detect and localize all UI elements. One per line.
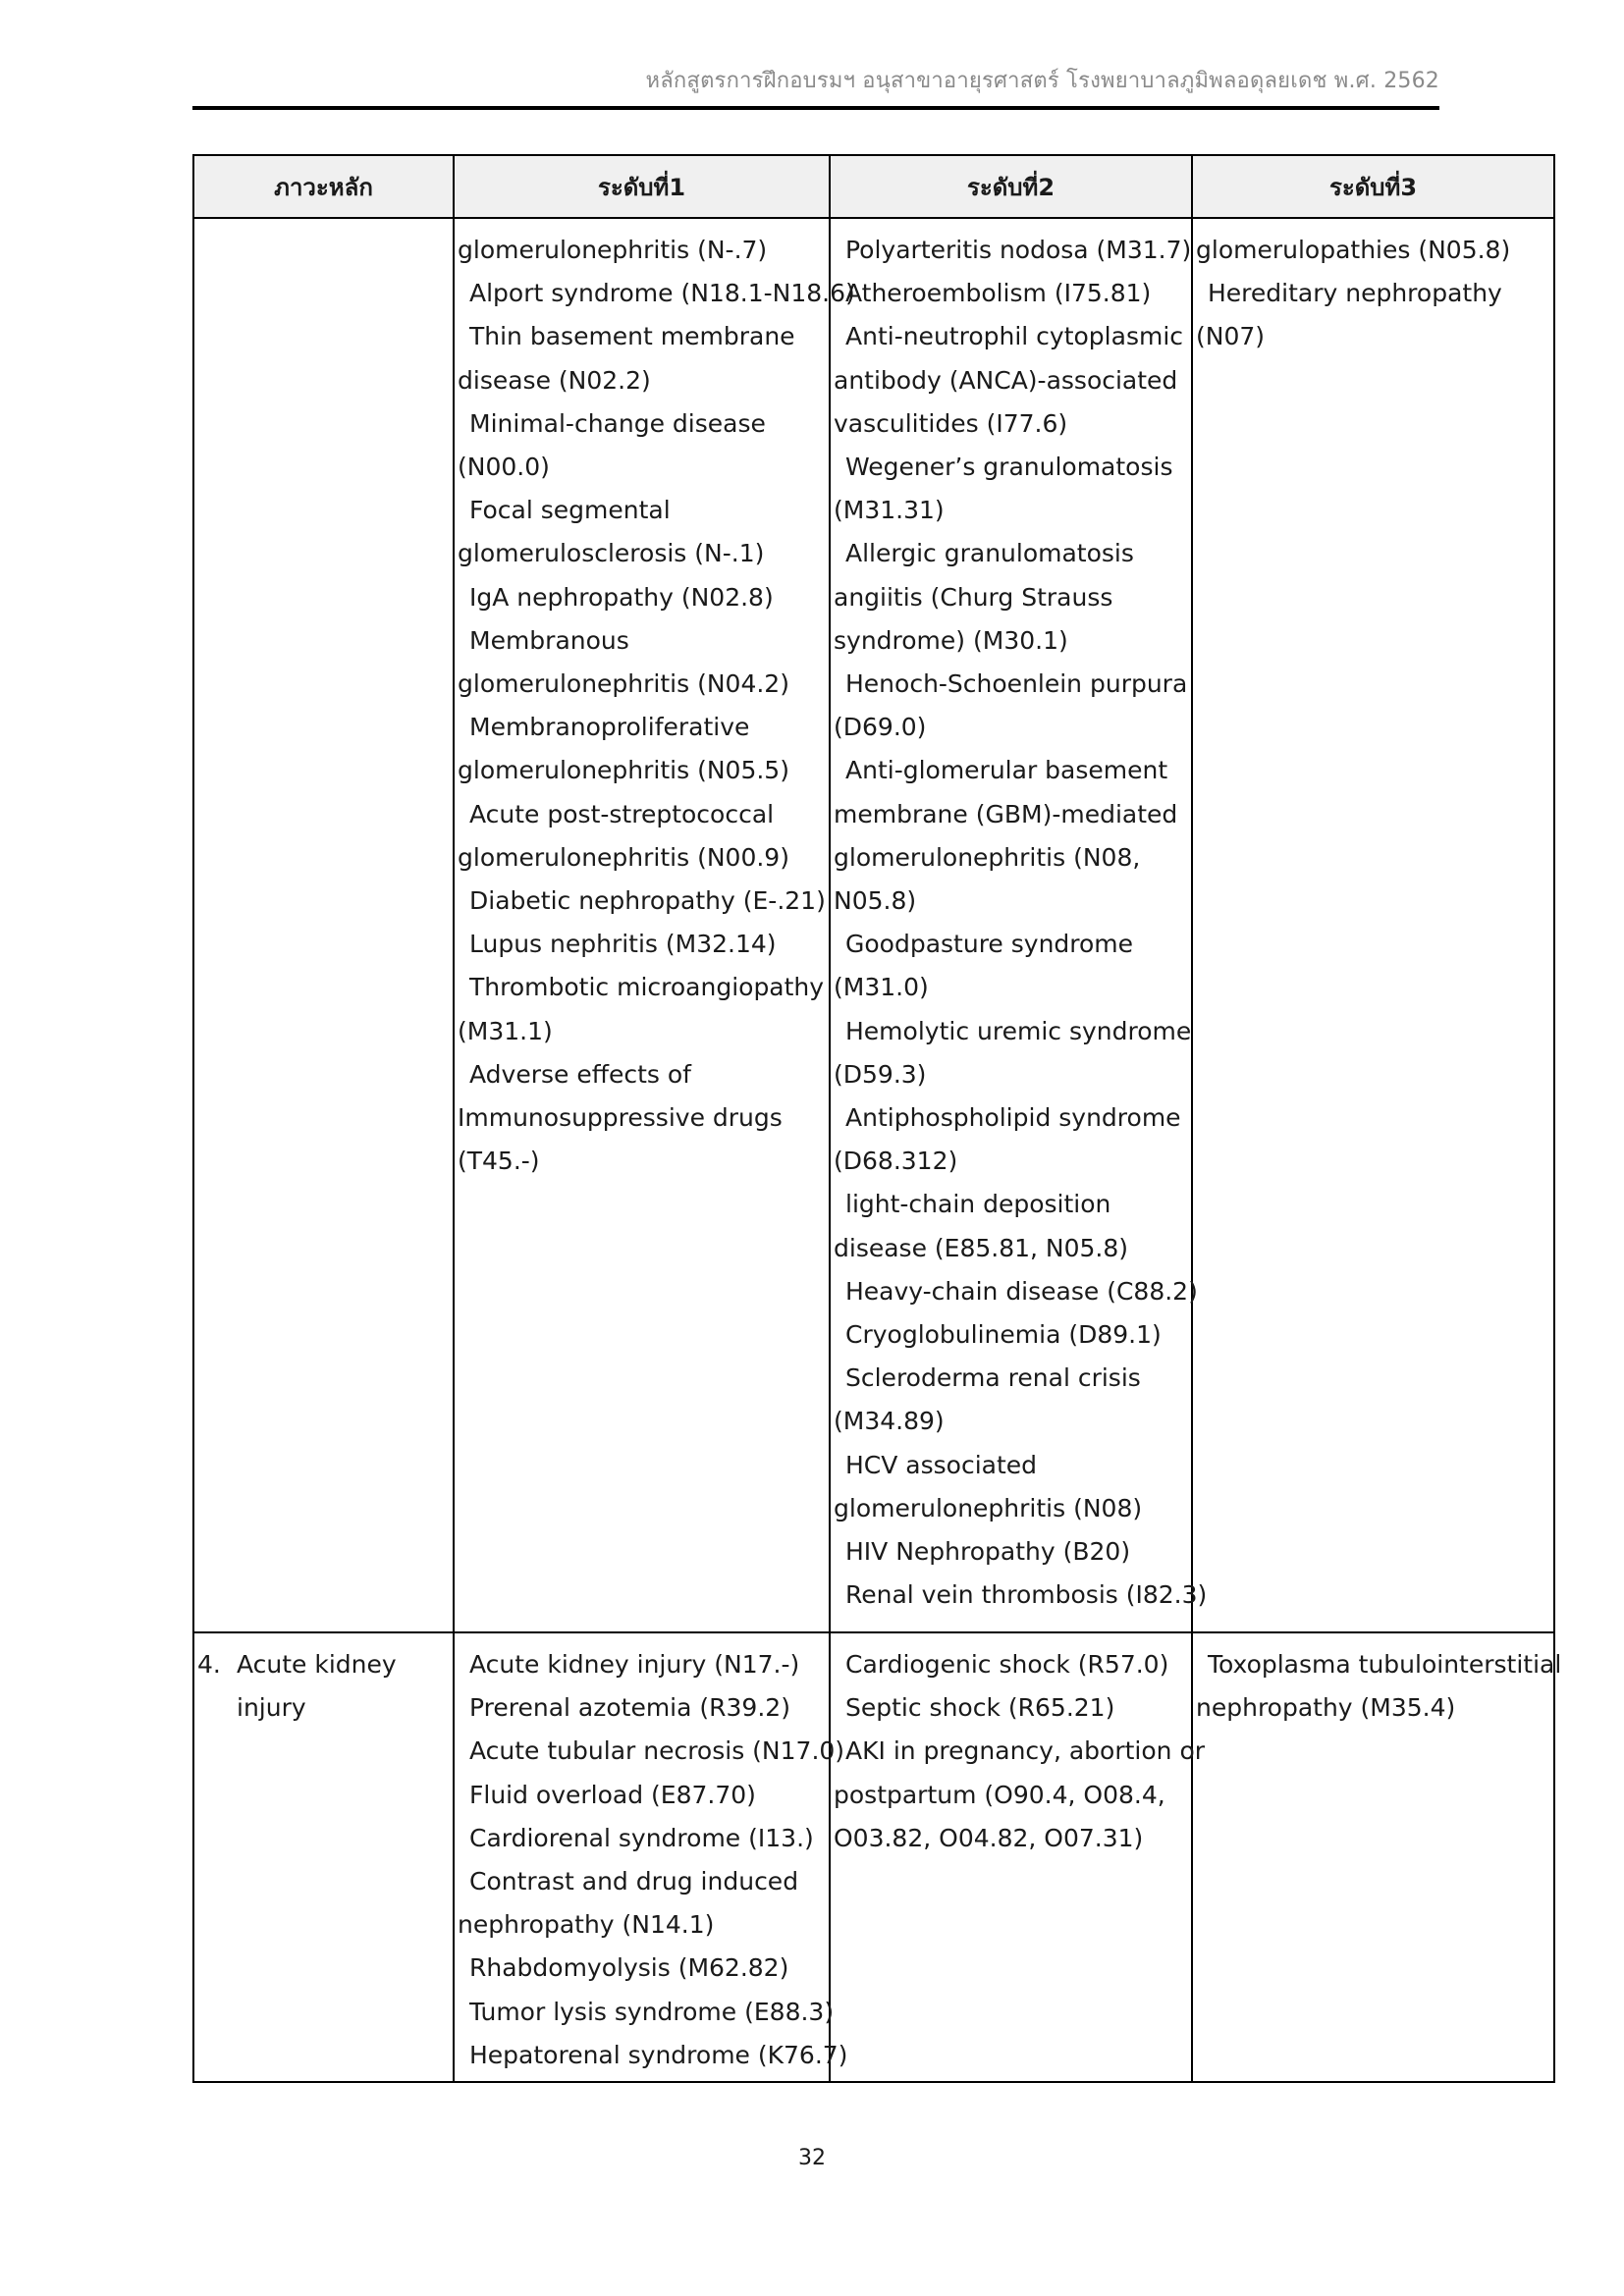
list-item: Goodpasture syndrome xyxy=(845,930,1134,959)
list-item: Anti-glomerular basement xyxy=(845,756,1168,785)
list-item: (D59.3) xyxy=(834,1059,927,1089)
list-item: IgA nephropathy (N02.8) xyxy=(469,582,774,612)
header-rule xyxy=(192,106,1439,110)
list-item: glomerulonephritis (N08) xyxy=(834,1493,1143,1522)
list-item: Immunosuppressive drugs xyxy=(458,1103,783,1133)
list-item: light-chain deposition xyxy=(845,1190,1111,1219)
list-item: Fluid overload (E87.70) xyxy=(469,1780,756,1809)
list-item: Hepatorenal syndrome (K76.7) xyxy=(469,2040,848,2069)
list-item: (T45.-) xyxy=(458,1147,540,1176)
list-item: Acute kidney injury (N17.-) xyxy=(469,1650,800,1679)
list-item: (D68.312) xyxy=(834,1147,958,1176)
list-item: Focal segmental xyxy=(469,496,671,525)
list-item: angiitis (Churg Strauss xyxy=(834,582,1113,612)
list-item: Membranous xyxy=(469,625,629,655)
list-item: Toxoplasma tubulointerstitial xyxy=(1208,1650,1562,1679)
topic-cell xyxy=(193,218,454,1632)
list-item: Tumor lysis syndrome (E88.3) xyxy=(469,1997,835,2026)
list-item: (M31.0) xyxy=(834,973,929,1002)
list-item: Thin basement membrane xyxy=(469,322,795,351)
list-item: nephropathy (M35.4) xyxy=(1196,1693,1456,1723)
topic-number: 4. xyxy=(197,1650,221,1679)
list-item: Henoch-Schoenlein purpura xyxy=(845,669,1188,699)
list-item: Renal vein thrombosis (I82.3) xyxy=(845,1580,1208,1610)
level-3-cell xyxy=(1192,1632,1562,2082)
list-item: (N00.0) xyxy=(458,453,550,482)
table-header xyxy=(193,155,1554,218)
column-header-level-1: ระดับที่1 xyxy=(454,155,830,218)
level-3-list xyxy=(1193,229,1553,359)
curriculum-table xyxy=(192,154,1562,2083)
list-item: Hemolytic uremic syndrome xyxy=(845,1016,1192,1045)
list-item: Diabetic nephropathy (E-.21) xyxy=(469,886,826,916)
table-row xyxy=(193,1632,1554,2082)
list-item: Septic shock (R65.21) xyxy=(845,1693,1115,1723)
table-header-row xyxy=(193,155,1554,218)
list-item: N05.8) xyxy=(834,886,917,916)
table-row xyxy=(193,218,1554,1632)
list-item: glomerulonephritis (N-.7) xyxy=(458,236,768,264)
level-3-cell xyxy=(1192,218,1554,1632)
list-item: Polyarteritis nodosa (M31.7) xyxy=(845,236,1192,264)
list-item: Rhabdomyolysis (M62.82) xyxy=(469,1953,789,1983)
table-body xyxy=(193,218,1562,2082)
list-item: Cryoglobulinemia (D89.1) xyxy=(845,1320,1162,1350)
column-header-level-3: ระดับที่3 xyxy=(1192,155,1554,218)
list-item: Wegener’s granulomatosis xyxy=(845,453,1173,482)
page-number: 32 xyxy=(798,2146,826,2170)
list-item: Anti-neutrophil cytoplasmic xyxy=(845,322,1184,351)
list-item: (M31.31) xyxy=(834,496,945,525)
level-1-list xyxy=(455,229,855,1183)
level-2-cell xyxy=(830,218,1208,1632)
column-header-level-2: ระดับที่2 xyxy=(830,155,1192,218)
topic-title-line: Acute kidney xyxy=(237,1650,397,1679)
list-item: glomerulonephritis (N05.5) xyxy=(458,756,789,785)
list-item: Prerenal azotemia (R39.2) xyxy=(469,1693,790,1723)
list-item: Acute tubular necrosis (N17.0) xyxy=(469,1736,845,1766)
list-item: disease (N02.2) xyxy=(458,365,651,395)
list-item: glomerulosclerosis (N-.1) xyxy=(458,539,765,568)
level-2-cell xyxy=(830,1632,1206,2082)
list-item: antibody (ANCA)-associated xyxy=(834,365,1178,395)
list-item: Cardiorenal syndrome (I13.) xyxy=(469,1823,814,1852)
list-item: Minimal-change disease xyxy=(469,408,766,438)
list-item: (N07) xyxy=(1196,322,1266,351)
list-item: vasculitides (I77.6) xyxy=(834,408,1068,438)
list-item: glomerulonephritis (N04.2) xyxy=(458,669,789,699)
list-item: (M31.1) xyxy=(458,1016,553,1045)
level-3-list xyxy=(1193,1643,1562,1730)
list-item: Cardiogenic shock (R57.0) xyxy=(845,1650,1169,1679)
list-item: (D69.0) xyxy=(834,713,927,742)
level-1-list xyxy=(455,1643,848,2077)
list-item: Membranoproliferative xyxy=(469,713,750,742)
list-item: AKI in pregnancy, abortion or xyxy=(845,1736,1206,1766)
list-item: Acute post-streptococcal xyxy=(469,799,775,828)
list-item: HIV Nephropathy (B20) xyxy=(845,1537,1131,1567)
list-item: Atheroembolism (I75.81) xyxy=(845,279,1152,308)
list-item: membrane (GBM)-mediated xyxy=(834,799,1178,828)
list-item: postpartum (O90.4, O08.4, xyxy=(834,1780,1165,1809)
list-item: Allergic granulomatosis xyxy=(845,539,1134,568)
list-item: Lupus nephritis (M32.14) xyxy=(469,930,777,959)
list-item: glomerulonephritis (N08, xyxy=(834,842,1141,872)
list-item: Heavy-chain disease (C88.2) xyxy=(845,1276,1198,1306)
topic-text xyxy=(194,1643,453,1730)
list-item: Scleroderma renal crisis xyxy=(845,1363,1141,1393)
topic-cell xyxy=(193,1632,454,2082)
running-header: หลักสูตรการฝึกอบรมฯ อนุสาขาอายุรศาสตร์ โรงพยาบาลภูมิพลอดุลยเดช พ.ศ. 2562 xyxy=(645,69,1439,93)
list-item: Alport syndrome (N18.1-N18.6) xyxy=(469,279,855,308)
level-1-cell xyxy=(454,1632,848,2082)
list-item: HCV associated xyxy=(845,1450,1038,1479)
list-item: Thrombotic microangiopathy xyxy=(469,973,825,1002)
level-2-list xyxy=(831,229,1208,1618)
list-item: Contrast and drug induced xyxy=(469,1867,799,1896)
list-item: O03.82, O04.82, O07.31) xyxy=(834,1823,1144,1852)
column-header-main-condition: ภาวะหลัก xyxy=(193,155,454,218)
list-item: (M34.89) xyxy=(834,1407,945,1436)
level-1-cell xyxy=(454,218,855,1632)
list-item: Antiphospholipid syndrome xyxy=(845,1103,1181,1133)
list-item: Adverse effects of xyxy=(469,1059,691,1089)
list-item: nephropathy (N14.1) xyxy=(458,1910,715,1940)
level-2-list xyxy=(831,1643,1206,1860)
list-item: syndrome) (M30.1) xyxy=(834,625,1068,655)
list-item: glomerulonephritis (N00.9) xyxy=(458,842,789,872)
list-item: glomerulopathies (N05.8) xyxy=(1196,236,1511,264)
list-item: disease (E85.81, N05.8) xyxy=(834,1233,1129,1262)
topic-title-line: injury xyxy=(237,1693,306,1723)
list-item: Hereditary nephropathy xyxy=(1208,279,1502,308)
